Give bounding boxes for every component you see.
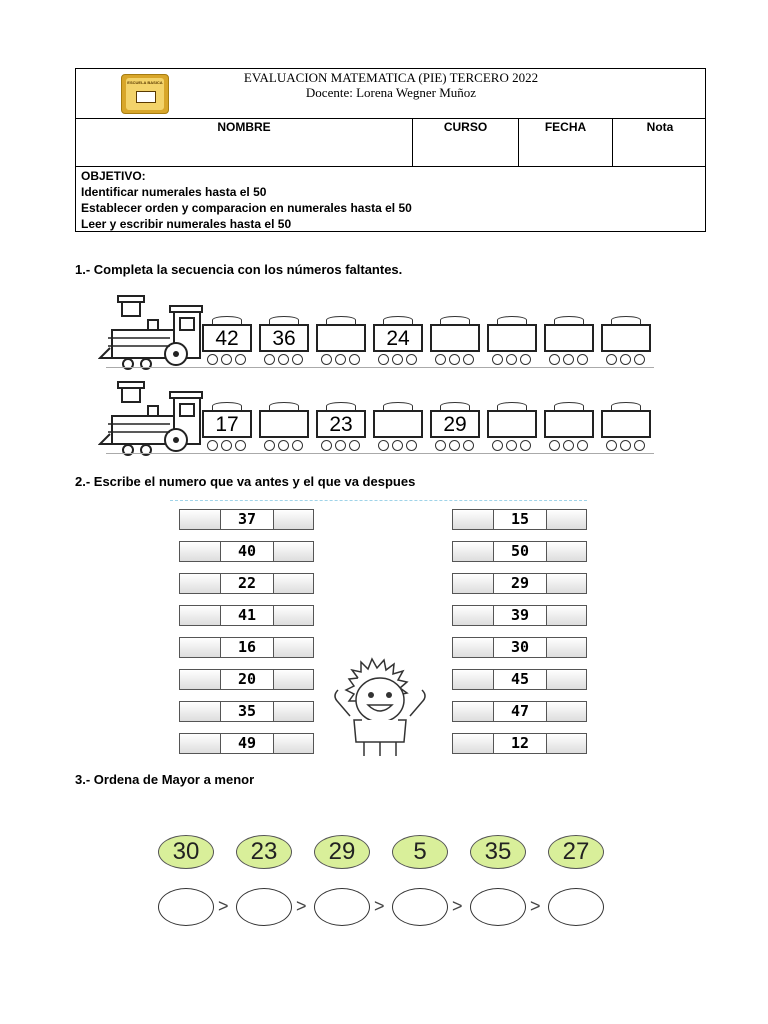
train-track [106,453,654,454]
number-box-row [452,701,587,722]
number-box-row [452,733,587,754]
train-car[interactable] [487,410,537,438]
after-answer-cell[interactable] [274,670,313,689]
after-answer-cell[interactable] [547,638,586,657]
given-number: 41 [221,606,274,625]
wheel [207,354,218,365]
answer-circle[interactable] [236,888,292,926]
greater-than-symbol: > [218,896,229,916]
coal-pile [554,402,584,410]
wheel [449,440,460,451]
wheel [520,440,531,451]
wheel [349,440,360,451]
before-answer-cell[interactable] [453,510,494,529]
date-column[interactable]: FECHA [544,120,587,134]
number-box-row [179,733,314,754]
after-answer-cell[interactable] [274,574,313,593]
header-title-row [76,69,705,119]
number-circle: 29 [314,835,370,869]
number-box-row [452,669,587,690]
wheel [463,354,474,365]
before-answer-cell[interactable] [180,574,221,593]
student-info-row [76,118,705,167]
number-circle: 30 [158,835,214,869]
coal-pile [383,316,413,324]
after-answer-cell[interactable] [547,702,586,721]
answer-circle[interactable] [392,888,448,926]
given-number: 30 [494,638,547,657]
number-box-row [452,541,587,562]
train-car[interactable]: 23 [316,410,366,438]
before-answer-cell[interactable] [453,638,494,657]
train-car[interactable]: 36 [259,324,309,352]
number-box-row [452,605,587,626]
given-number: 50 [494,542,547,561]
greater-than-symbol: > [296,896,307,916]
locomotive-icon [98,292,203,374]
given-number: 15 [494,510,547,529]
before-answer-cell[interactable] [180,702,221,721]
given-number: 35 [221,702,274,721]
number-circle: 5 [392,835,448,869]
before-answer-cell[interactable] [180,606,221,625]
number-circle: 23 [236,835,292,869]
train-car[interactable]: 17 [202,410,252,438]
wheel [321,354,332,365]
number-box-row [179,669,314,690]
before-answer-cell[interactable] [180,734,221,753]
number-box-row [452,509,587,530]
wheel [235,354,246,365]
name-column[interactable]: NOMBRE [217,120,271,134]
coal-pile [440,316,470,324]
after-answer-cell[interactable] [547,510,586,529]
train-car[interactable] [544,324,594,352]
child-illustration [318,650,443,760]
number-box-row [179,637,314,658]
given-number: 47 [494,702,547,721]
train-1 [98,292,658,374]
wheel [264,440,275,451]
wheel [235,440,246,451]
answer-circle[interactable] [470,888,526,926]
objective-2: Establecer orden y comparacion en numerales hasta el 50 [81,201,412,215]
before-answer-cell[interactable] [180,670,221,689]
wheel [577,354,588,365]
train-car[interactable] [544,410,594,438]
given-number: 12 [494,734,547,753]
given-number: 16 [221,638,274,657]
answer-circle[interactable] [158,888,214,926]
train-car[interactable] [259,410,309,438]
given-number: 40 [221,542,274,561]
number-box-row [179,701,314,722]
greater-than-symbol: > [530,896,541,916]
question-1-title: 1.- Completa la secuencia con los números faltantes. [75,262,403,277]
wheel [292,354,303,365]
train-car[interactable] [373,410,423,438]
train-car[interactable] [316,324,366,352]
before-answer-cell[interactable] [453,702,494,721]
given-number: 49 [221,734,274,753]
given-number: 39 [494,606,547,625]
wheel [463,440,474,451]
before-answer-cell[interactable] [453,542,494,561]
wheel [577,440,588,451]
number-box-row [452,637,587,658]
wheel [221,440,232,451]
wheel [335,440,346,451]
wheel [221,354,232,365]
wheel [506,440,517,451]
wheel [378,354,389,365]
right-number-column [452,509,587,759]
coal-pile [383,402,413,410]
train-track [106,367,654,368]
train-car[interactable] [601,410,651,438]
objective-1: Identificar numerales hasta el 50 [81,185,267,199]
coal-pile [554,316,584,324]
wheel [606,440,617,451]
train-car[interactable] [430,324,480,352]
after-answer-cell[interactable] [274,702,313,721]
wheel [549,354,560,365]
answer-circle[interactable] [548,888,604,926]
wheel [620,440,631,451]
wheel [435,440,446,451]
exam-title: EVALUACION MATEMATICA (PIE) TERCERO 2022 [243,70,539,85]
wheel [321,440,332,451]
wheel [492,440,503,451]
coal-pile [212,402,242,410]
wheel [349,354,360,365]
train-2 [98,378,658,460]
school-logo: ESCUELA BASICA [121,74,169,114]
wheel [435,354,446,365]
wheel [264,354,275,365]
locomotive-icon [98,378,203,460]
number-box-row [179,541,314,562]
number-box-row [179,605,314,626]
number-box-row [452,573,587,594]
coal-pile [326,402,356,410]
wheel [549,440,560,451]
number-box-row [179,509,314,530]
coal-pile [497,316,527,324]
train-car[interactable]: 24 [373,324,423,352]
question-3-title: 3.- Ordena de Mayor a menor [75,772,255,787]
after-answer-cell[interactable] [547,574,586,593]
wheel [392,440,403,451]
question-2-title: 2.- Escribe el numero que va antes y el que va despues [75,474,416,489]
dotted-divider [170,500,587,501]
course-column[interactable]: CURSO [443,120,488,134]
left-number-column [179,509,314,759]
before-answer-cell[interactable] [453,734,494,753]
wheel [278,354,289,365]
wheel [406,440,417,451]
wheel [335,354,346,365]
greater-than-symbol: > [452,896,463,916]
number-box-row [179,573,314,594]
number-circle: 35 [470,835,526,869]
wheel [634,354,645,365]
number-circle: 27 [548,835,604,869]
given-number: 22 [221,574,274,593]
wheel [492,354,503,365]
wheel [520,354,531,365]
after-answer-cell[interactable] [274,510,313,529]
order-exercise [158,835,618,935]
wheel [606,354,617,365]
after-answer-cell[interactable] [547,670,586,689]
before-answer-cell[interactable] [453,574,494,593]
coal-pile [269,402,299,410]
after-answer-cell[interactable] [547,734,586,753]
given-number: 45 [494,670,547,689]
before-answer-cell[interactable] [453,670,494,689]
wheel [378,440,389,451]
after-answer-cell[interactable] [274,638,313,657]
given-number: 37 [221,510,274,529]
wheel [278,440,289,451]
answer-circle[interactable] [314,888,370,926]
before-answer-cell[interactable] [180,510,221,529]
before-answer-cell[interactable] [180,638,221,657]
coal-pile [269,316,299,324]
after-answer-cell[interactable] [547,542,586,561]
wheel [449,354,460,365]
teacher-name: Docente: Lorena Wegner Muñoz [305,85,477,100]
wheel [563,440,574,451]
after-answer-cell[interactable] [274,542,313,561]
wheel [563,354,574,365]
given-number: 29 [494,574,547,593]
coal-pile [326,316,356,324]
coal-pile [497,402,527,410]
objectives-section [76,166,705,232]
grade-column[interactable]: Nota [646,120,674,134]
train-car[interactable] [601,324,651,352]
before-answer-cell[interactable] [453,606,494,625]
after-answer-cell[interactable] [547,606,586,625]
objective-3: Leer y escribir numerales hasta el 50 [81,217,292,231]
coal-pile [440,402,470,410]
coal-pile [611,402,641,410]
given-number: 20 [221,670,274,689]
wheel [406,354,417,365]
before-answer-cell[interactable] [180,542,221,561]
after-answer-cell[interactable] [274,606,313,625]
wheel [207,440,218,451]
wheel [634,440,645,451]
coal-pile [212,316,242,324]
train-car[interactable]: 42 [202,324,252,352]
header-table [75,68,706,232]
wheel [292,440,303,451]
wheel [392,354,403,365]
train-car[interactable]: 29 [430,410,480,438]
wheel [506,354,517,365]
after-answer-cell[interactable] [274,734,313,753]
train-car[interactable] [487,324,537,352]
wheel [620,354,631,365]
coal-pile [611,316,641,324]
objective-label: OBJETIVO: [81,169,146,183]
greater-than-symbol: > [374,896,385,916]
